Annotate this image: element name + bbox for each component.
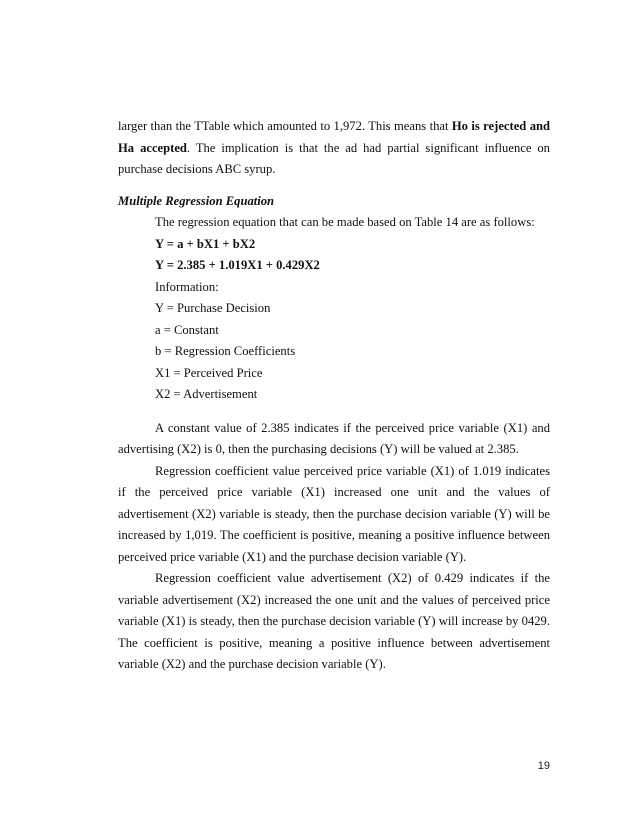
hypothesis-text-end: . The implication is that the ad had partial significant influence on purchase decisions ABC syrup. [118, 140, 550, 176]
equation-intro: The regression equation that can be made based on Table 14 are as follows: [155, 215, 535, 229]
estimated-equation: Y = 2.385 + 1.019X1 + 0.429X2 [155, 258, 320, 272]
hypothesis-paragraph [118, 116, 550, 181]
x1-coefficient-paragraph: Regression coefficient value perceived price variable (X1) of 1.019 indicates if the perceived price variable (X1) increased one unit and the values of advertisement (X2) variable is steady, then the purchase decision variable (Y) will be increased by 1,019. The coefficient is positive, meaning a positive influence between perceived price variable (X1) and the purchase decision variable (Y). [118, 463, 550, 564]
hypothesis-conclusion: Ho is rejected and Ha accepted [118, 119, 551, 155]
information-label: Information: [155, 279, 219, 294]
information-item: b = Regression Coefficients [155, 344, 296, 358]
hypothesis-text-start: larger than the TTable which amounted to 1,972. This means that [118, 119, 452, 133]
page-number: 19 [537, 760, 550, 772]
equation-block [118, 212, 550, 406]
information-item: a = Constant [155, 322, 219, 337]
information-item: X1 = Perceived Price [155, 365, 263, 380]
section-heading: Multiple Regression Equation [118, 193, 275, 208]
constant-paragraph: A constant value of 2.385 indicates if the perceived price variable (X1) and advertising (X2) is 0, then the purchasing decisions (Y) will be valued at 2.385. [118, 420, 550, 456]
general-equation: Y = a + bX1 + bX2 [155, 236, 256, 251]
page-body [118, 116, 550, 676]
x2-coefficient-paragraph: Regression coefficient value advertisement (X2) of 0.429 indicates if the variable advertisement (X2) increased the one unit and the values of perceived price variable (X1) is steady, then the purchase decision variable (Y) will increase by 0429. The coefficient is positive, meaning a positive influence between advertisement variable (X2) and the purchase decision variable (Y). [118, 571, 550, 671]
information-item: X2 = Advertisement [155, 387, 258, 401]
information-item: Y = Purchase Decision [155, 301, 271, 315]
